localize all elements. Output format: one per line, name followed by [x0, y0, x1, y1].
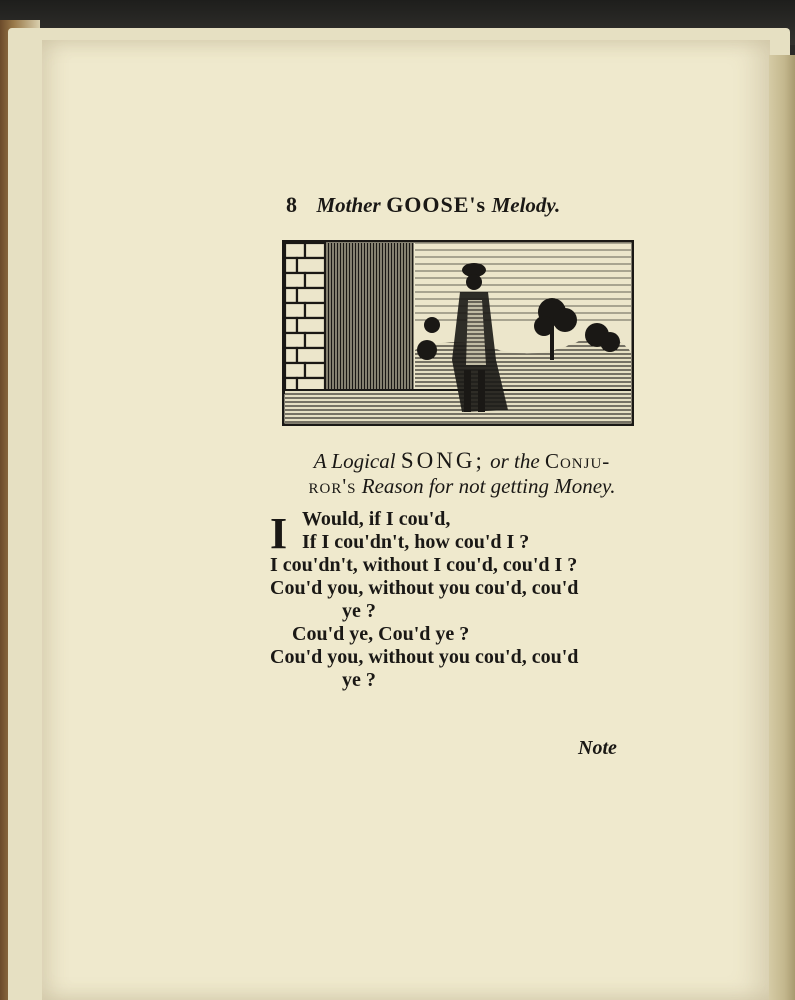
- poem-line: ye ?: [342, 669, 376, 691]
- poem-line: Cou'd you, without you cou'd, cou'd: [270, 577, 579, 599]
- woodcut-figure-by-brick-wall-icon: [282, 240, 634, 426]
- poem-line: If I cou'dn't, how cou'd I ?: [302, 531, 530, 553]
- song-title: [282, 448, 642, 499]
- poem-line: Cou'd you, without you cou'd, cou'd: [270, 646, 579, 668]
- title-mother: Mother: [316, 193, 381, 217]
- title-melody: Melody.: [491, 193, 561, 217]
- song-title-part: ror's: [308, 474, 357, 498]
- song-title-part: or the: [490, 449, 540, 473]
- song-title-part: SONG;: [400, 448, 485, 473]
- song-title-part: A Logical: [313, 449, 396, 473]
- title-goose: GOOSE's: [386, 192, 487, 217]
- page-right-edge: [769, 55, 795, 1000]
- poem-line: Cou'd ye, Cou'd ye ?: [292, 623, 470, 645]
- catchword: Note: [578, 737, 617, 759]
- poem-line: I cou'dn't, without I cou'd, cou'd I ?: [270, 554, 578, 576]
- drop-cap: I: [270, 509, 288, 558]
- song-title-part: Conju-: [544, 449, 611, 473]
- page-number: 8: [286, 192, 297, 217]
- song-title-part: Reason for not getting Money.: [361, 474, 616, 498]
- poem-line: Would, if I cou'd,: [302, 508, 451, 530]
- running-head: [286, 192, 606, 218]
- poem: [270, 508, 640, 692]
- poem-line: ye ?: [342, 600, 376, 622]
